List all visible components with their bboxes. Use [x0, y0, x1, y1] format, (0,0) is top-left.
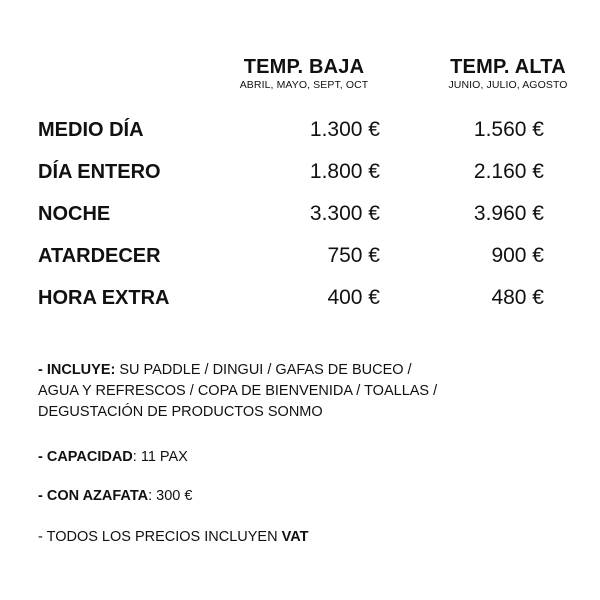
note-vat	[38, 527, 308, 548]
price-low-season: 1.800 €	[309, 160, 380, 183]
season-low-header	[222, 56, 386, 92]
note-capacity	[38, 447, 188, 468]
season-high-title: TEMP. ALTA	[450, 56, 566, 78]
row-label: MEDIO DÍA	[38, 119, 144, 141]
note-vat-bold: VAT	[281, 529, 309, 545]
row-label: NOCHE	[38, 203, 111, 225]
note-includes	[38, 360, 437, 423]
note-hostess-label: - CON AZAFATA	[38, 488, 149, 504]
price-high-season: 1.560 €	[473, 118, 544, 141]
note-includes-line3: DEGUSTACIÓN DE PRODUCTOS SONMO	[38, 404, 323, 420]
note-capacity-label: - CAPACIDAD	[38, 449, 133, 465]
note-capacity-text: : 11 PAX	[132, 449, 188, 465]
price-row-half-day	[38, 115, 558, 157]
note-includes-line2: AGUA Y REFRESCOS / COPA DE BIENVENIDA / TOALLAS /	[38, 383, 438, 399]
price-high-season: 480 €	[491, 286, 544, 309]
season-high-header	[428, 56, 588, 92]
price-high-season: 3.960 €	[473, 202, 544, 225]
row-label: DÍA ENTERO	[38, 161, 161, 183]
price-low-season: 3.300 €	[309, 202, 380, 225]
season-low-title: TEMP. BAJA	[243, 56, 365, 78]
price-row-extra-hour	[38, 283, 558, 325]
season-low-months: ABRIL, MAYO, SEPT, OCT	[239, 79, 369, 91]
price-row-full-day	[38, 157, 558, 199]
row-label: HORA EXTRA	[38, 287, 170, 309]
note-hostess	[38, 486, 192, 507]
price-row-night	[38, 199, 558, 241]
season-high-months: JUNIO, JULIO, AGOSTO	[448, 79, 568, 91]
note-includes-label: - INCLUYE:	[38, 362, 116, 378]
price-low-season: 750 €	[327, 244, 380, 267]
price-low-season: 400 €	[327, 286, 380, 309]
price-table	[38, 115, 558, 325]
price-low-season: 1.300 €	[309, 118, 380, 141]
note-includes-line1: SU PADDLE / DINGUI / GAFAS DE BUCEO /	[115, 362, 412, 378]
row-label: ATARDECER	[38, 245, 161, 267]
price-row-sunset	[38, 241, 558, 283]
note-vat-text: - TODOS LOS PRECIOS INCLUYEN	[38, 529, 282, 545]
price-high-season: 900 €	[491, 244, 544, 267]
price-high-season: 2.160 €	[473, 160, 544, 183]
note-hostess-text: : 300 €	[148, 488, 193, 504]
